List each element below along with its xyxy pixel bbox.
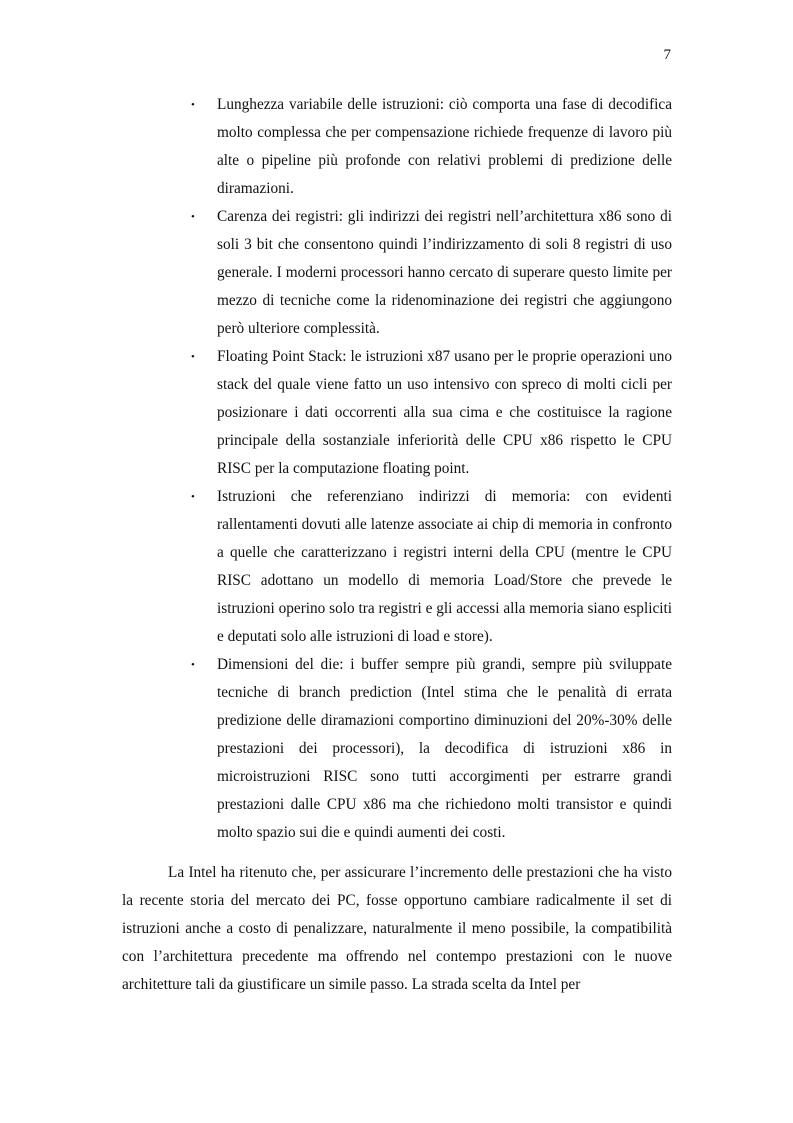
bullet-text: Carenza dei registri: gli indirizzi dei registri nell’architettura x86 sono di soli 3 bit che consentono quindi l’indirizzamento di soli 8 registri di uso generale. I moderni processori hanno cercato di superare questo limite per mezzo di tecniche come la ridenominazione dei registri che aggiungono però ulteriore complessità. xyxy=(217,208,672,337)
bullet-icon: • xyxy=(191,351,195,363)
bullet-item-register-shortage xyxy=(191,203,672,343)
bullet-icon: • xyxy=(191,491,195,503)
bullet-item-floating-point-stack xyxy=(191,343,672,483)
bullet-item-memory-instructions xyxy=(191,483,672,651)
bullet-item-variable-length xyxy=(191,91,672,203)
bullet-list xyxy=(191,91,672,847)
bullet-text: Lunghezza variabile delle istruzioni: ciò comporta una fase di decodifica molto complessa che per compensazione richiede frequenze di lavoro più alte o pipeline più profonde con relativi problemi di predizione delle diramazioni. xyxy=(217,96,672,197)
bullet-text: Dimensioni del die: i buffer sempre più grandi, sempre più sviluppate tecniche di branch prediction (Intel stima che le penalità di errata predizione delle diramazioni comportino diminuzioni del 20%-30% delle prestazioni dei processori), la decodifica di istruzioni x86 in microistruzioni RISC sono tutti accorgimenti per estrarre grandi prestazioni dalle CPU x86 ma che richiedono molti transistor e quindi molto spazio sui die e quindi aumenti dei costi. xyxy=(217,656,672,841)
bullet-icon: • xyxy=(191,99,195,111)
bullet-text: Floating Point Stack: le istruzioni x87 usano per le proprie operazioni uno stack del quale viene fatto un uso intensivo con spreco di molti cicli per posizionare i dati occorrenti alla sua cima e che costituisce la ragione principale della sostanziale inferiorità delle CPU x86 rispetto le CPU RISC per la computazione floating point. xyxy=(217,348,672,477)
bullet-item-die-size xyxy=(191,651,672,847)
body-paragraph: La Intel ha ritenuto che, per assicurare l’incremento delle prestazioni che ha visto la recente storia del mercato dei PC, fosse opportuno cambiare radicalmente il set di istruzioni anche a costo di penalizzare, naturalmente il meno possibile, la compatibilità con l’architettura precedente ma offrendo nel contempo prestazioni con le nuove architetture tali da giustificare un simile passo. La strada scelta da Intel per xyxy=(122,864,672,993)
bullet-icon: • xyxy=(191,659,195,671)
page-number: 7 xyxy=(663,47,671,63)
bullet-text: Istruzioni che referenziano indirizzi di memoria: con evidenti rallentamenti dovuti alle latenze associate ai chip di memoria in confronto a quelle che caratterizzano i registri interni della CPU (mentre le CPU RISC adottano un modello di memoria Load/Store che prevede le istruzioni operino solo tra registri e gli accessi alla memoria siano espliciti e deputati solo alle istruzioni di load e store). xyxy=(217,488,672,645)
bullet-icon: • xyxy=(191,211,195,223)
